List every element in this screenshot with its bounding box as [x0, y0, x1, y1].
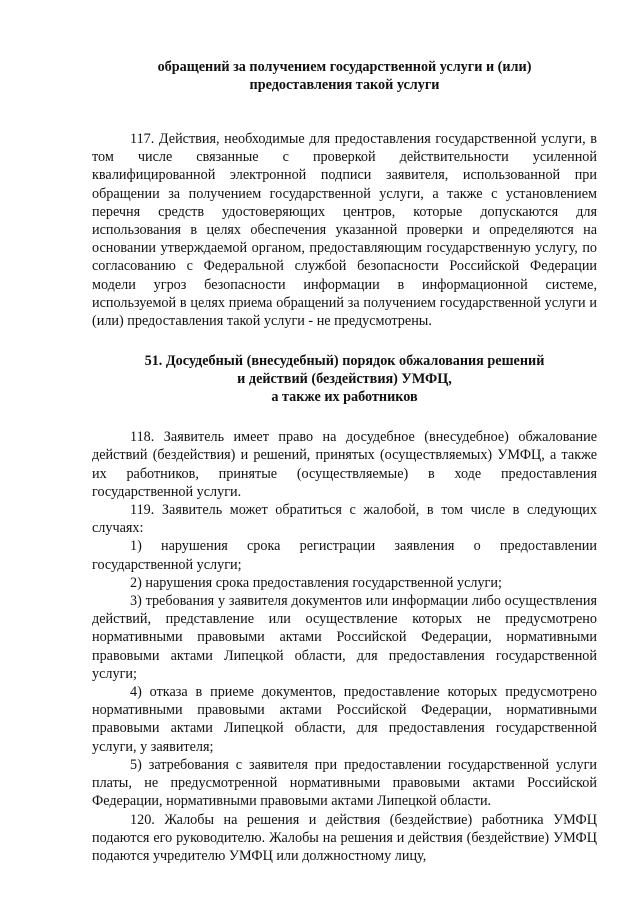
spacer [92, 406, 597, 428]
list-item-4: 4) отказа в приеме документов, предоставление которых предусмотрено нормативными правовыми актами Российской Федерации, нормативными правовыми актами Липецкой области, для предоставления государственной услуги, у заявителя; [92, 684, 597, 755]
paragraph-120: 120. Жалобы на решения и действия (бездействие) работника УМФЦ подаются его руководителю. Жалобы на решения и действия (бездействие) УМФЦ подаются учредителю УМФЦ или должностному лицу, [92, 811, 597, 864]
list-item-3: 3) требования у заявителя документов или информации либо осуществления действий, представление или осуществление которых не предусмотрено нормативными правовыми актами Российской Федерации, нормативными правовыми актами Липецкой области, для предоставления государственной услуги; [92, 593, 597, 682]
heading-51-line-3: а также их работников [271, 389, 418, 406]
spacer [92, 94, 597, 130]
paragraph-119: 119. Заявитель может обратиться с жалобой, в том числе в следующих случаях: [92, 502, 597, 537]
list-item-2: 2) нарушения срока предоставления государственной услуги; [130, 574, 502, 591]
document-page [92, 58, 597, 865]
heading-top-line-2: предоставления такой услуги [249, 77, 440, 93]
list-item-1: 1) нарушения срока регистрации заявления о предоставлении государственной услуги; [92, 538, 597, 573]
heading-51-line-2: и действий (бездействия) УМФЦ, [237, 371, 452, 388]
paragraph-118: 118. Заявитель имеет право на досудебное (внесудебное) обжалование действий (бездействия) и решений, принятых (осуществляемых) УМФЦ, а также их работников, принятые (осуществляемые) в ходе предоставления государственной услуги. [92, 429, 597, 500]
section-heading-top [92, 58, 597, 94]
section-heading-51 [92, 352, 597, 406]
spacer [92, 330, 597, 352]
heading-51-line-1: 51. Досудебный (внесудебный) порядок обжалования решений [144, 353, 545, 370]
list-item-5: 5) затребования с заявителя при предоставлении государственной услуги платы, не предусмотренной нормативными правовыми актами Российской Федерации, нормативными правовыми актами Липецкой области. [92, 756, 597, 810]
heading-top-line-1: обращений за получением государственной услуги и (или) [157, 59, 532, 75]
paragraph-117: 117. Действия, необходимые для предоставления государственной услуги, в том числе связанные с проверкой действительности усиленной квалифицированной электронной подписи заявителя, использованной при обращении за получением государственной услуги, а также с установлением перечня средств удостоверяющих центров, которые допускаются для использования в целях обеспечения указанной проверки и определяются на основании утверждаемой органом, предоставляющим государственную услугу, по согласованию с Федеральной службой безопасности Российской Федерации модели угроз безопасности информации в информационной системе, используемой в целях приема обращений за получением государственной услуги и (или) предоставления такой услуги - не предусмотрены. [92, 131, 597, 330]
